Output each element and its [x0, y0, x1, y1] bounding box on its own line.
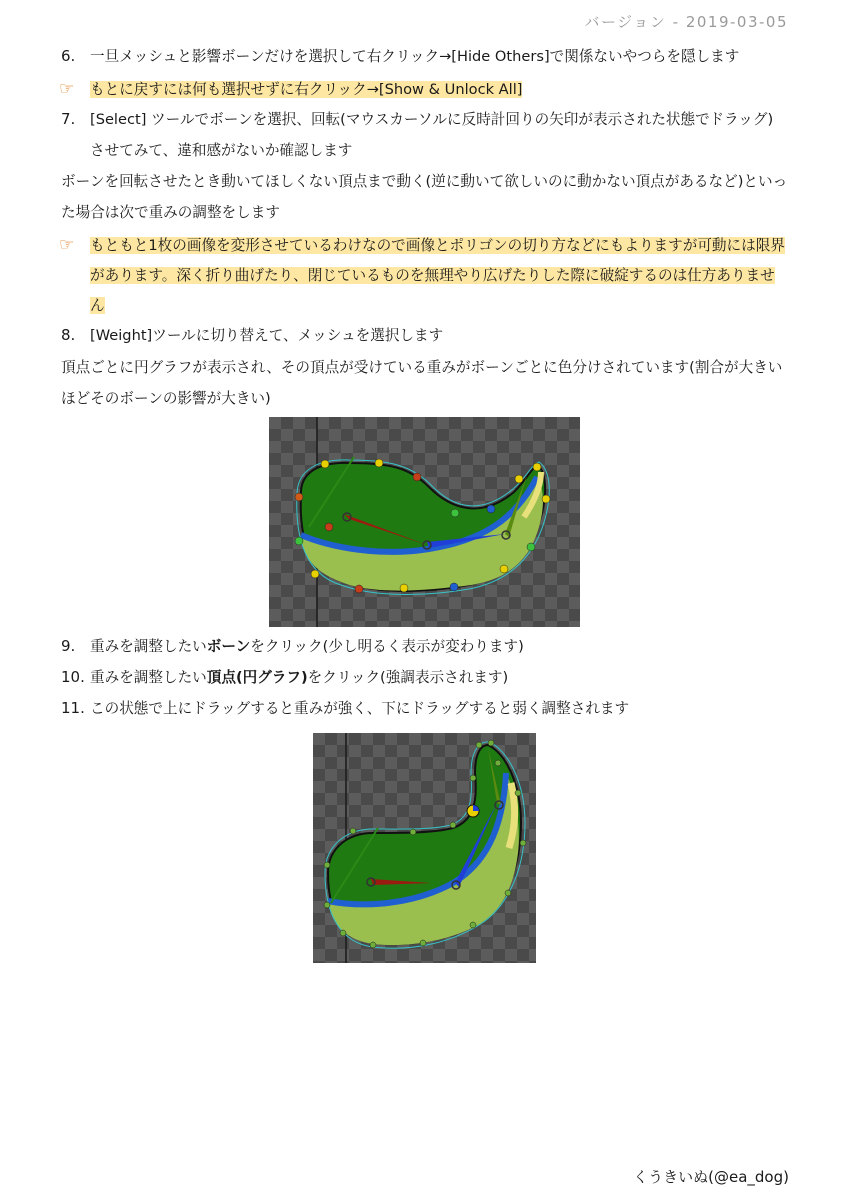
note-2-line-1-wrap	[90, 230, 795, 261]
note-1	[90, 74, 795, 105]
step-number: 10.	[61, 668, 85, 686]
note-2-line-2-wrap	[90, 260, 795, 291]
step-10-pre: 重みを調整したい	[90, 669, 207, 686]
note-2-line-1: もともと1枚の画像を変形させているわけなので画像とポリゴンの切り方などにもよりますが可動には限界	[90, 237, 785, 254]
step-number: 6.	[61, 47, 76, 65]
pointing-hand-icon: ☞	[59, 79, 75, 99]
step-number: 8.	[61, 326, 76, 344]
step-number: 7.	[61, 110, 76, 128]
step-9-pre: 重みを調整したい	[90, 638, 207, 655]
step-9-post: をクリック(少し明るく表示が変わります)	[250, 638, 524, 655]
step-6-text: 一旦メッシュと影響ボーンだけを選択して右クリック→[Hide Others]で関係ないやつらを隠します	[90, 48, 740, 65]
note-1-text: もとに戻すには何も選択せずに右クリック→[Show & Unlock All]	[90, 81, 523, 98]
pointing-hand-icon: ☞	[59, 235, 75, 255]
note-2-line-2: があります。深く折り曲げたり、閉じているものを無理やり広げたりした際に破綻するのは仕方ありませ	[90, 267, 775, 284]
paragraph-2-line-2: ほどそのボーンの影響が大きい)	[61, 390, 271, 407]
note-2-line-3: ん	[90, 297, 105, 314]
paragraph-1-line-2: た場合は次で重みの調整をします	[61, 204, 280, 221]
step-9-bold: ボーン	[206, 638, 251, 655]
step-10-post: をクリック(強調表示されます)	[307, 669, 509, 686]
step-10-bold: 頂点(円グラフ)	[206, 669, 308, 686]
step-8-text: [Weight]ツールに切り替えて、メッシュを選択します	[90, 327, 444, 344]
step-number: 11.	[61, 699, 85, 717]
step-7-line-1: [Select] ツールでボーンを選択、回転(マウスカーソルに反時計回りの矢印が表示された状態でドラッグ)	[90, 111, 774, 128]
step-number: 9.	[61, 637, 76, 655]
note-2-line-3-wrap	[90, 290, 795, 321]
step-7-line-2: させてみて、違和感がないか確認します	[90, 142, 353, 159]
author-credit: くうきいぬ(@ea_dog)	[633, 1168, 789, 1186]
version-date: バージョン - 2019-03-05	[584, 13, 788, 31]
weight-tool-screenshot-2	[313, 733, 536, 963]
weight-tool-screenshot-1	[269, 417, 580, 627]
step-11-text: この状態で上にドラッグすると重みが強く、下にドラッグすると弱く調整されます	[90, 700, 630, 717]
paragraph-2-line-1: 頂点ごとに円グラフが表示され、その頂点が受けている重みがボーンごとに色分けされています(割合が大きい	[61, 359, 783, 376]
paragraph-1-line-1: ボーンを回転させたとき動いてほしくない頂点まで動く(逆に動いて欲しいのに動かない頂点があるなど)といっ	[61, 173, 788, 190]
step-9-text	[90, 631, 795, 662]
step-10-text	[90, 662, 795, 693]
